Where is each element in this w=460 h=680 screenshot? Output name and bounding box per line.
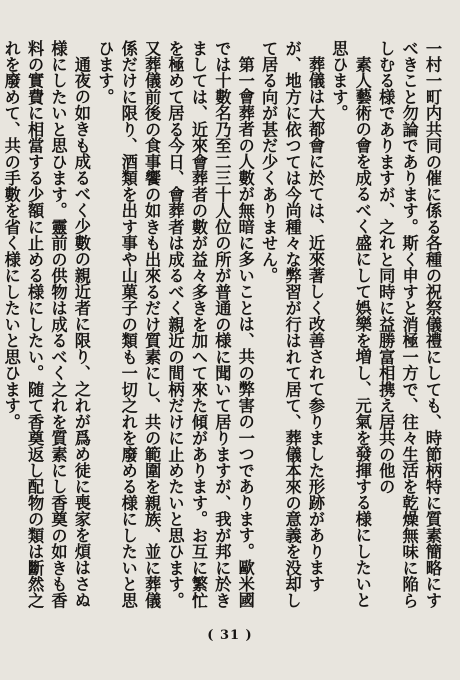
vertical-text-body [1,40,444,616]
paragraph-1: 一村一町内共同の催に係る各種の祝祭儀禮にしても、時節柄特に質素簡略にすべきこと勿論であります。斯く申すと消極一方で、往々生活を乾燥無味に陥らしむる様でありますが、之れと同時に益勝富相携え居共の他の [376,40,442,609]
paragraph-2: 素人藝術の會を成るべく盛にして娯樂を増し、元氣を發揮する様にしたいと思ひます。 [329,40,372,609]
paragraph-5: 通夜の如きも成るべく少數の親近者に限り、之れが爲め徒に喪家を煩はさぬ様にしたいと思ひます。靈前の供物は成るべく之れを質素にし香奠の如きも香料の實費に相當する少額に止める様にしたい。随て香奠返し配物の類は斷然之れを廢めて、共の手數を省く様にしたいと思ひます。 [1,40,91,609]
paragraph-3: 葬儀は大都會に於ては、近來著しく改善されて参りました形跡がありますが、地方に依つては今尚種々な弊習が行はれて居て、葬儀本來の意義を没却して居る向が甚だ少くありません。 [259,40,325,609]
page-number: ( 31 ) [207,628,253,643]
paragraph-4: 第一會葬者の人數が無暗に多いことは、共の弊害の一つであります。歐米國では十數名乃至二三十人位の所が普通の様に聞いて居りますが、我が邦に於きましては、近來會葬者の數が益々多きを加へて來た傾があります。お互に繁忙を極めて居る今日、會葬者は成るべく親近の間柄だけに止めたいと思ひます。又葬儀前後の食事饗の如きも出來るだけ質素にし、共の範圍を親族、並に葬儀係だけに限り、酒類を出す事や山菓子の類も一切之れを廢める様にしたいと思ひます。 [95,40,255,609]
